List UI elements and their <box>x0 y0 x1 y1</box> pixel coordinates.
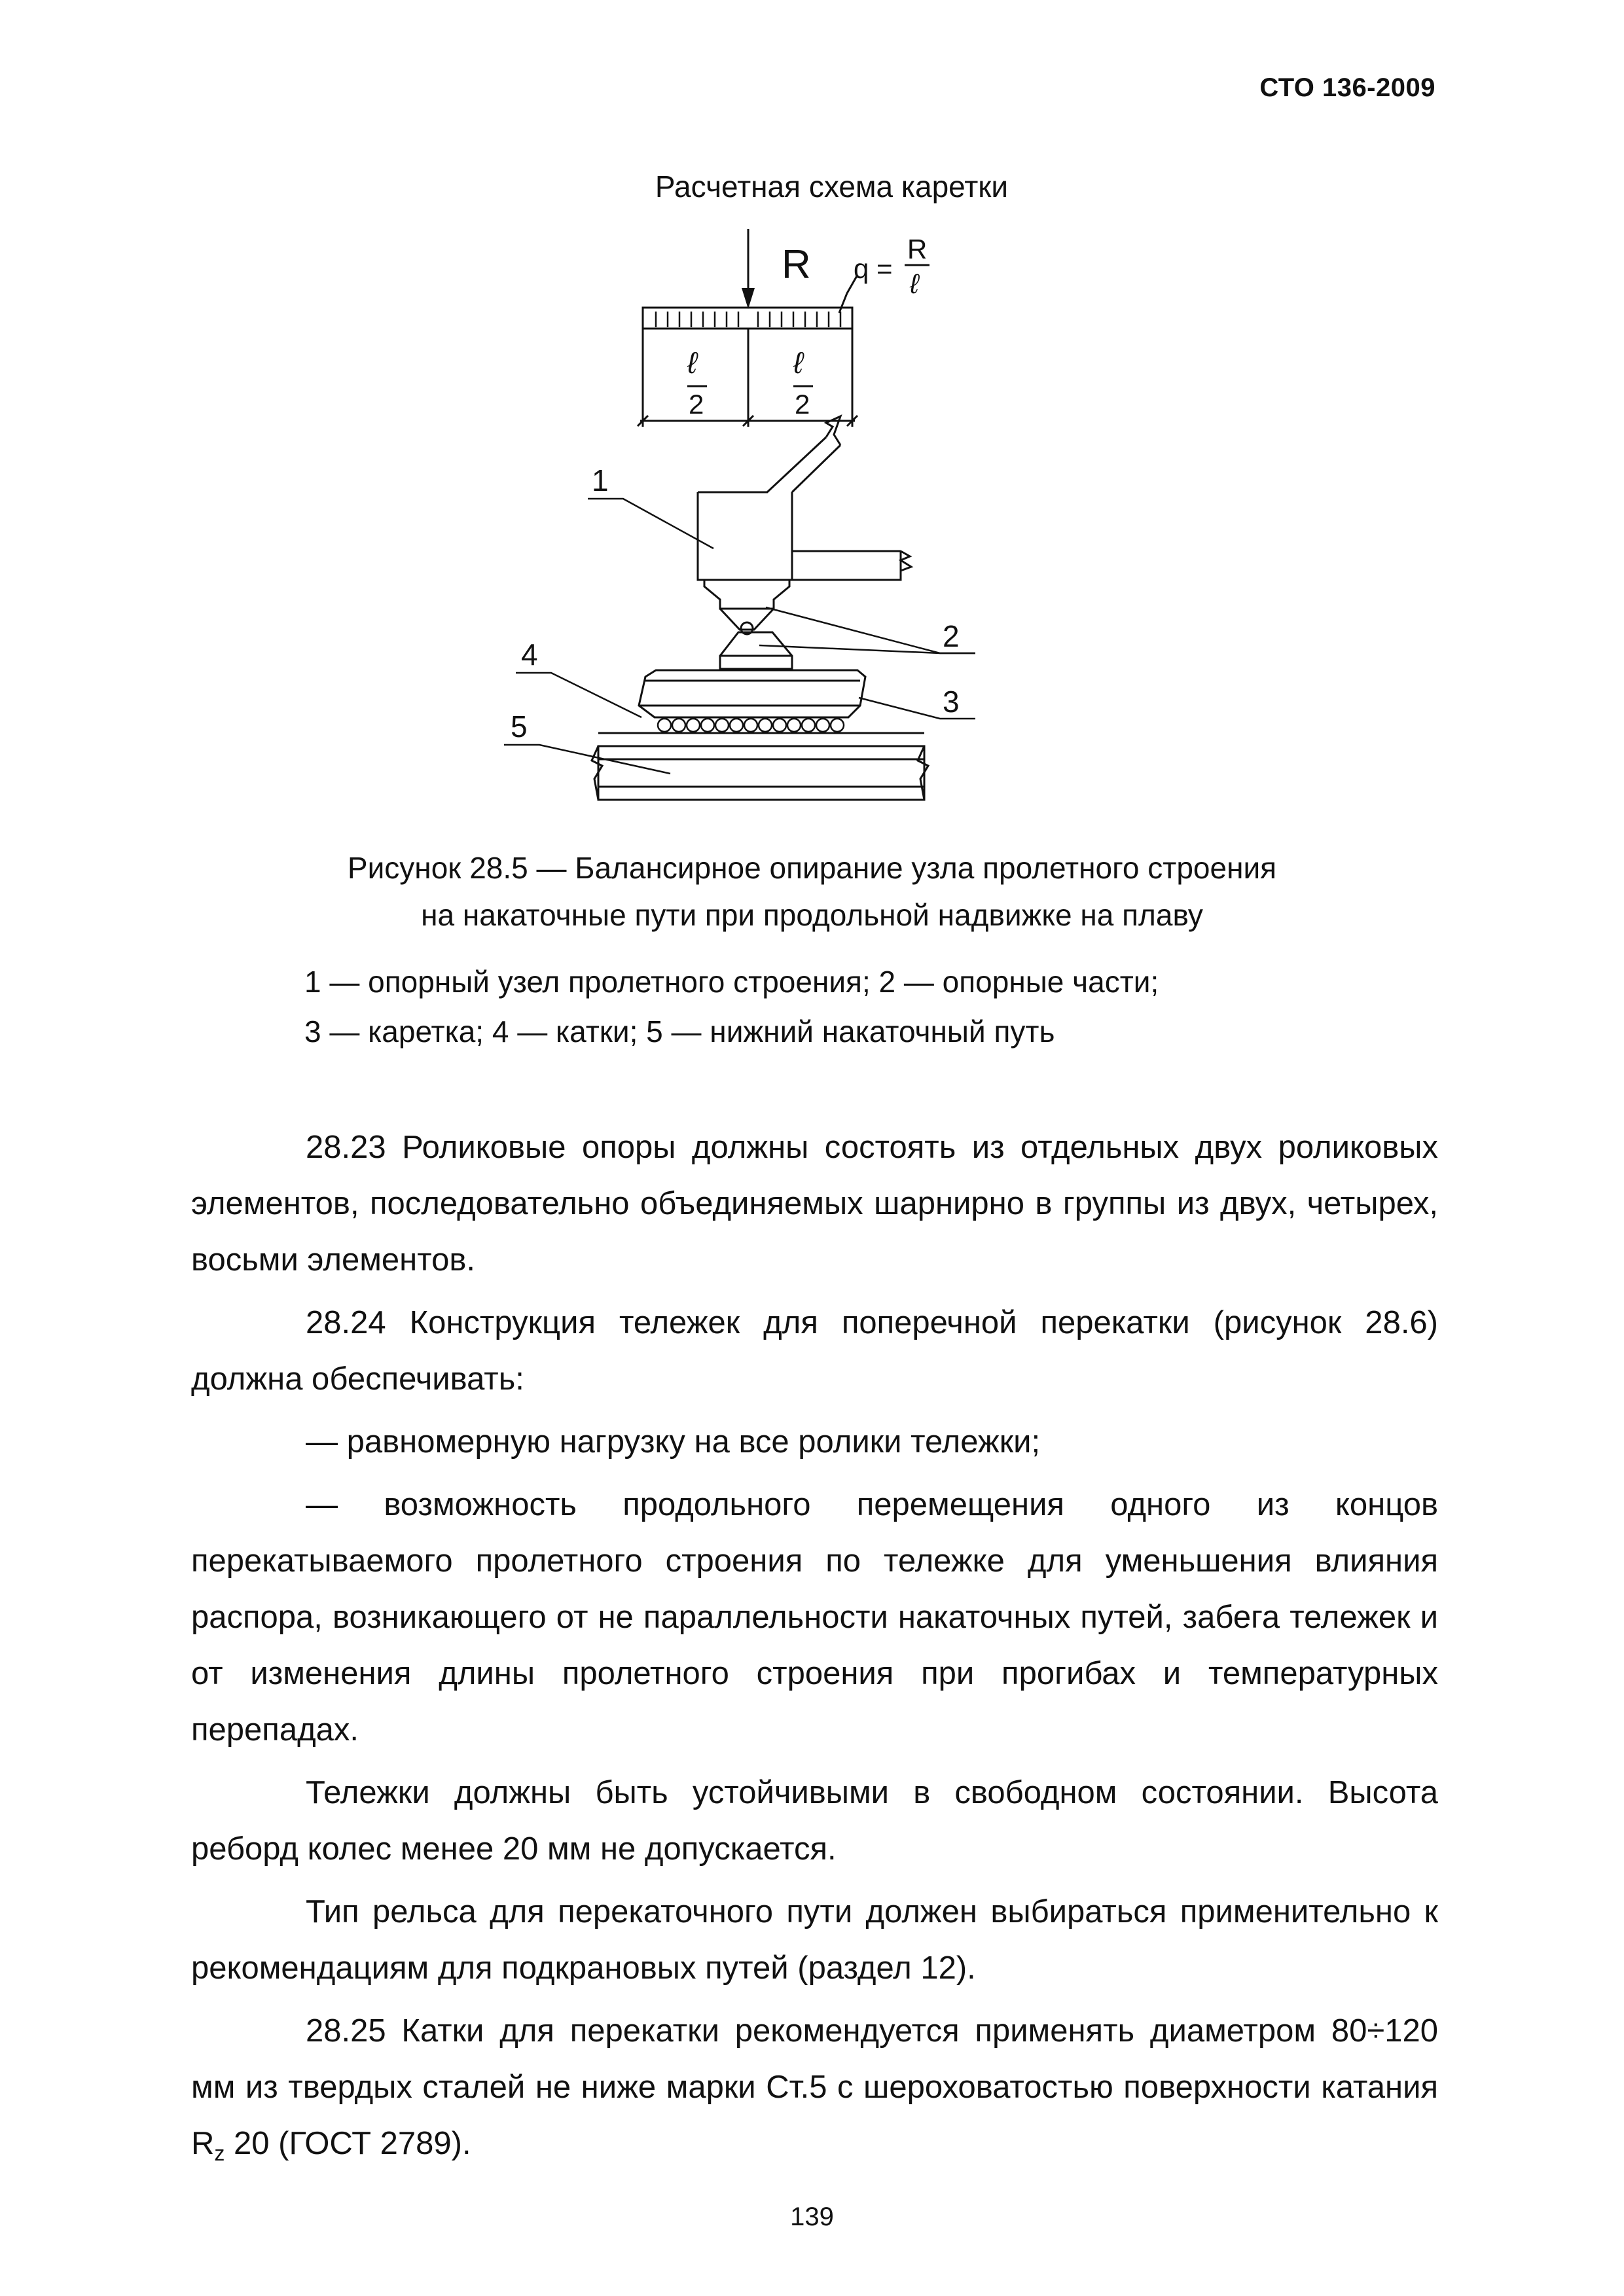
figure-caption <box>0 844 1624 939</box>
callout-1: 1 <box>592 463 609 497</box>
paragraph-rail-type: Тип рельса для перекаточного пути должен выбираться применительно к рекомендациям для подкрановых путей (раздел 12). <box>191 1894 1438 1986</box>
callout-4: 4 <box>521 637 538 672</box>
scheme-title: Расчетная схема каретки <box>655 170 1009 204</box>
p7-start: 28.25 Катки для перекатки рекомендуется применять диаметром 80÷120 мм из твердых сталей не ниже марки Ст.5 с шероховатостью поверхности катания R <box>191 2013 1438 2161</box>
paragraph-28-23: 28.23 Роликовые опоры должны состоять из отдельных двух роликовых элементов, последовательно объединяемых шарнирно в группы из двух, четырех, восьми элементов. <box>191 1130 1438 1278</box>
half-left-numerator: ℓ <box>687 346 697 380</box>
list-item-longitudinal-movement: — возможность продольного перемещения одного из концов перекатываемого пролетного строения по тележке для уменьшения влияния распора, возникающего от не параллельности накаточных путей, забега тележек и от изменения длины пролетного строения при прогибах и температурных перепадах. <box>191 1487 1438 1748</box>
body-text <box>191 1119 1438 2181</box>
document-code: СТО 136-2009 <box>1259 73 1435 102</box>
half-right-numerator: ℓ <box>793 346 803 380</box>
p7-end: 20 (ГОСТ 2789). <box>225 2126 471 2161</box>
callout-2: 2 <box>943 619 960 653</box>
paragraph-stability: Тележки должны быть устойчивыми в свободном состоянии. Высота реборд колес менее 20 мм не допускается. <box>191 1775 1438 1867</box>
load-arrow <box>742 229 755 309</box>
callout-3: 3 <box>943 685 960 719</box>
q-numerator: R <box>907 234 928 264</box>
page-number: 139 <box>790 2202 834 2231</box>
callout-5: 5 <box>511 709 528 744</box>
support-node <box>698 416 911 580</box>
paragraph-28-24: 28.24 Конструкция тележек для поперечной перекатки (рисунок 28.6) должна обеспечивать: <box>191 1305 1438 1397</box>
carriage-scheme-figure <box>0 216 1624 818</box>
legend-line-1: 1 — опорный узел пролетного строения; 2 — опорные части; <box>304 965 1159 999</box>
p7-subscript: z <box>214 2142 225 2165</box>
caption-line-1: Рисунок 28.5 — Балансирное опирание узла пролетного строения <box>347 851 1277 885</box>
carriage <box>639 670 865 717</box>
rollers <box>658 719 844 732</box>
q-denominator: ℓ <box>910 268 919 299</box>
bearing-parts <box>704 580 792 669</box>
q-label: q = <box>854 253 893 284</box>
figure-legend <box>304 957 1483 1056</box>
load-label: R <box>782 242 811 287</box>
caption-line-2: на накаточные пути при продольной надвижке на плаву <box>421 898 1203 932</box>
paragraph-28-25 <box>191 2003 1438 2181</box>
half-right-denominator: 2 <box>795 389 810 420</box>
half-left-denominator: 2 <box>689 389 704 420</box>
lower-rolling-track <box>592 733 928 800</box>
legend-line-2: 3 — каретка; 4 — катки; 5 — нижний накаточный путь <box>304 1014 1055 1049</box>
list-item-uniform-load: — равномерную нагрузку на все ролики тележки; <box>306 1424 1041 1460</box>
